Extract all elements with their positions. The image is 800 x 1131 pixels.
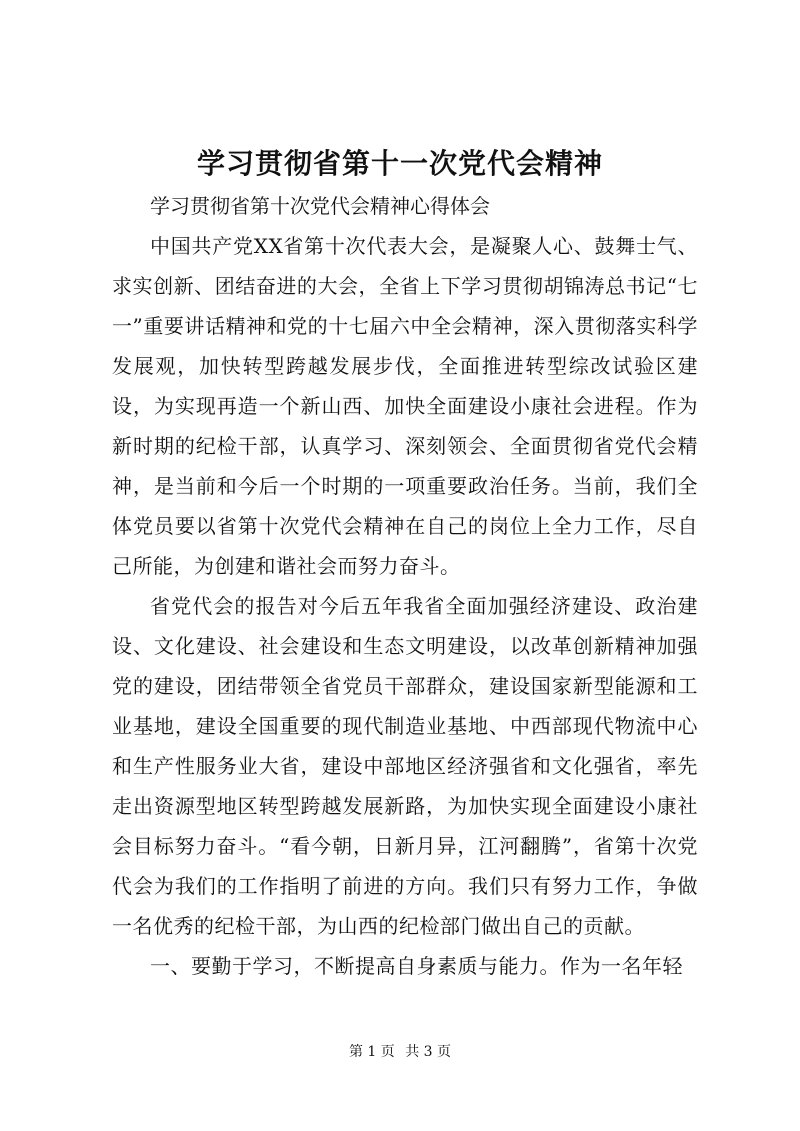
paragraph-1: 中国共产党XX省第十次代表大会，是凝聚人心、鼓舞士气、求实创新、团结奋进的大会，全省上下学习贯彻胡锦涛总书记“七一”重要讲话精神和党的十七届六中全会精神，深入贯彻落实科学发展观，加快转型跨越发展步伐，全面推进转型综改试验区建设，为实现再造一个新山西、加快全面建设小康社会进程。作为新时期的纪检干部，认真学习、深刻领会、全面贯彻省党代会精神，是当前和今后一个时期的一项重要政治任务。当前，我们全体党员要以省第十次党代会精神在自己的岗位上全力工作，尽自己所能，为创建和谐社会而努力奋斗。 (112, 234, 698, 578)
page-footer (0, 1042, 800, 1062)
document-subtitle: 学习贯彻省第十次党代会精神心得体会 (150, 194, 490, 218)
page-total: 共 3 页 (405, 1044, 452, 1060)
document-title: 学习贯彻省第十一次党代会精神 (196, 147, 603, 180)
page-number: 第 1 页 (348, 1044, 395, 1060)
paragraph-3: 一、要勤于学习，不断提高自身素质与能力。作为一名年轻 (150, 954, 683, 978)
document-body (112, 186, 698, 986)
paragraph-2: 省党代会的报告对今后五年我省全面加强经济建设、政治建设、文化建设、社会建设和生态文明建设，以改革创新精神加强党的建设，团结带领全省党员干部群众，建设国家新型能源和工业基地，建设全国重要的现代制造业基地、中西部现代物流中心和生产性服务业大省，建设中部地区经济强省和文化强省，率先走出资源型地区转型跨越发展新路，为加快实现全面建设小康社会目标努力奋斗。“看今朝，日新月异，江河翻腾”，省第十次党代会为我们的工作指明了前进的方向。我们只有努力工作，争做一名优秀的纪检干部，为山西的纪检部门做出自己的贡献。 (112, 594, 698, 938)
